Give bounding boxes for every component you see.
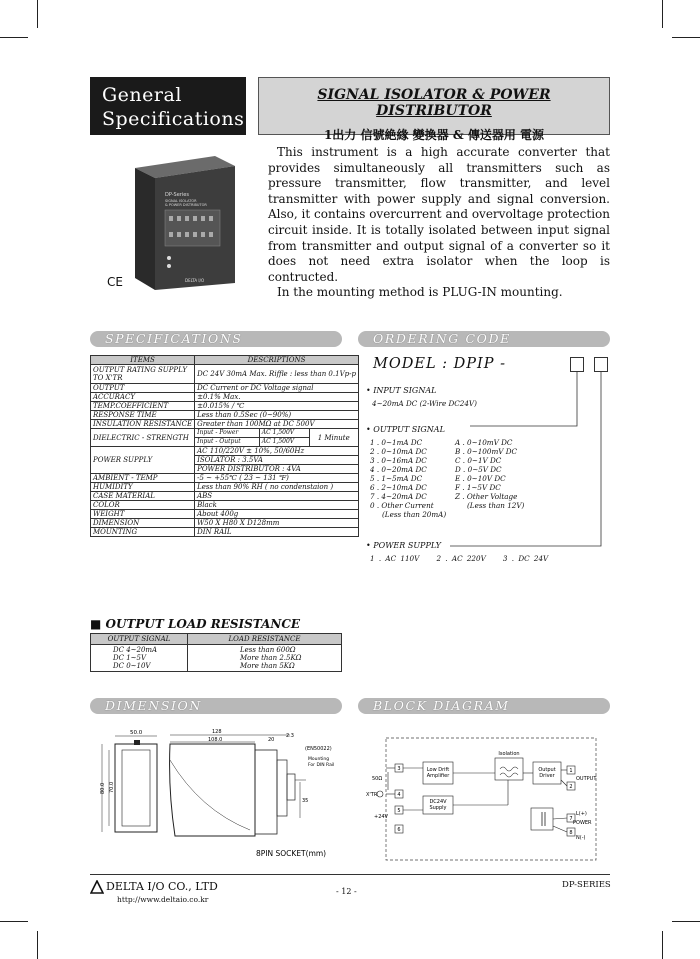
- pin-label: 5: [397, 808, 401, 814]
- table-row: [91, 429, 359, 438]
- power-supply-label: • POWER SUPPLY: [366, 541, 441, 550]
- footer-series: DP-SERIES: [562, 880, 611, 890]
- list-item: 4 . 0~20mA DC: [370, 465, 427, 474]
- olr-load: More than 2.5KΩ: [240, 654, 302, 662]
- l-label: L(+): [576, 811, 587, 817]
- list-item: 6 . 2~10mA DC: [370, 483, 427, 492]
- spec-item: WEIGHT: [91, 510, 195, 519]
- table-row: [91, 645, 342, 672]
- spec-desc: Less than 90% RH ( no condenstaion ): [195, 483, 359, 492]
- table-row: [91, 528, 359, 537]
- output-driver-label-1: Output: [538, 767, 556, 773]
- spec-item: HUMIDITY: [91, 483, 195, 492]
- pin-label: 6: [397, 827, 401, 833]
- block-diagram: [358, 720, 610, 865]
- spec-item: CASE MATERIAL: [91, 492, 195, 501]
- pin-label: 8: [569, 830, 573, 836]
- olr-signal: DC 4~20mA: [113, 646, 158, 654]
- dc24v-label-1: DC24V: [429, 799, 447, 805]
- spec-desc: Input - Power: [195, 429, 260, 438]
- socket-label: 8PIN SOCKET(mm): [256, 849, 327, 858]
- list-item: E . 0~10V DC: [455, 474, 506, 483]
- rail-note-1: Mounting: [308, 757, 330, 762]
- footer-page-number: - 12 -: [336, 887, 357, 896]
- output-label: OUTPUT: [576, 776, 597, 782]
- table-row: [91, 483, 359, 492]
- olr-load: Less than 600Ω: [240, 646, 296, 654]
- spec-item: RESPONSE TIME: [91, 411, 195, 420]
- list-item: 3 . 0~16mA DC: [370, 456, 427, 465]
- pin-label: 1: [569, 768, 573, 774]
- section-title-line1: General: [102, 84, 182, 106]
- col-descriptions: DESCRIPTIONS: [195, 356, 359, 365]
- list-item: 7 . 4~20mA DC: [370, 492, 427, 501]
- rail-note-2: For DIN Rail: [308, 763, 335, 768]
- list-item: C . 0~1V DC: [455, 456, 502, 465]
- model-label: MODEL : DPIP -: [373, 356, 507, 372]
- output-right-list: [455, 438, 524, 510]
- table-row: [91, 365, 359, 384]
- spec-desc: AC 1,500V: [259, 438, 309, 447]
- crop-mark: [662, 0, 663, 28]
- dim-height-2: 70.0: [109, 781, 115, 793]
- list-item: Z . Other Voltage: [455, 492, 518, 501]
- spec-desc: About 400g: [195, 510, 359, 519]
- spec-desc: Black: [195, 501, 359, 510]
- spec-item: DIMENSION: [91, 519, 195, 528]
- output-driver-label-2: Driver: [539, 773, 555, 779]
- spec-item: ACCURACY: [91, 393, 195, 402]
- input-signal-text: INPUT SIGNAL: [373, 386, 437, 395]
- product-title: SIGNAL ISOLATOR & POWER DISTRIBUTOR: [317, 87, 551, 119]
- input-signal-value: 4~20mA DC (2-Wire DC24V): [372, 399, 477, 408]
- intro-paragraph-1: This instrument is a high accurate converter that provides simultaneously all transmitters such as pressure transmitter, flow transmitter, and level transmitter with power supply and signal conversion. Also, it contains overcurrent and overvoltage protection circuit inside. It is totally isolated between input signal from transmitter and output signal of a converter so it does not need extra isolator when the loop is contructed.: [268, 145, 610, 284]
- spec-desc: DIN RAIL: [195, 528, 359, 537]
- pin-label: 4: [397, 792, 401, 798]
- dim-rail-height: 35: [302, 798, 309, 804]
- specifications-table: [90, 355, 359, 537]
- dim-height-1: 80.0: [100, 782, 106, 794]
- product-line2-label: & POWER DISTRIBUTOR: [165, 203, 207, 207]
- spec-desc: ISOLATOR : 3.5VA: [195, 456, 359, 465]
- list-item: 1 . 0~1mA DC: [370, 438, 423, 447]
- list-item: 2 . AC 220V: [436, 554, 486, 563]
- intro-text: [268, 145, 610, 301]
- col-output-signal: OUTPUT SIGNAL: [91, 634, 188, 645]
- delta-logo: [90, 879, 104, 893]
- crop-mark: [672, 37, 700, 38]
- spec-desc: 1 Minute: [309, 429, 358, 447]
- product-series-label: DP-Series: [165, 192, 189, 198]
- table-row: [91, 402, 359, 411]
- product-title-box: [258, 77, 610, 142]
- spec-item: INSULATION RESISTANCE: [91, 420, 195, 429]
- dim-depth-3: 20: [268, 737, 275, 743]
- table-row: [91, 420, 359, 429]
- intro-paragraph-2: In the mounting method is PLUG-IN mounting.: [277, 285, 563, 300]
- section-title-line2: Specifications: [102, 108, 245, 130]
- spec-desc: -5 ~ +55℃ ( 23 ~ 131 ℉): [195, 474, 359, 483]
- spec-desc: POWER DISTRIBUTOR : 4VA: [195, 465, 359, 474]
- table-row: [91, 492, 359, 501]
- crop-mark: [0, 37, 28, 38]
- list-item: 2 . 0~10mA DC: [370, 447, 427, 456]
- spec-desc: DC Current or DC Voltage signal: [195, 384, 359, 393]
- table-row: [91, 501, 359, 510]
- spec-desc: ±0.1% Max.: [195, 393, 359, 402]
- ordering-code-header: ORDERING CODE: [358, 331, 610, 347]
- footer-company: DELTA I/O CO., LTD: [106, 880, 218, 893]
- amplifier-label: Amplifier: [426, 773, 450, 779]
- n-label: N(-): [576, 835, 586, 841]
- footer-url[interactable]: http://www.deltaio.co.kr: [117, 895, 209, 904]
- list-item: 3 . DC 24V: [502, 554, 549, 563]
- pin-label: 7: [569, 816, 573, 822]
- output-signal-label: • OUTPUT SIGNAL: [366, 425, 445, 434]
- table-row: [91, 384, 359, 393]
- table-row: [91, 393, 359, 402]
- dim-width: 50.0: [130, 730, 143, 736]
- output-signal-text: OUTPUT SIGNAL: [373, 425, 445, 434]
- table-row: [91, 411, 359, 420]
- spec-item: MOUNTING: [91, 528, 195, 537]
- v24-label: +24V: [374, 814, 388, 820]
- ce-mark: CE: [107, 275, 123, 289]
- list-item: 0 . Other Current: [370, 501, 434, 510]
- dim-depth-1: 128: [212, 729, 222, 735]
- power-supply-values: [370, 554, 548, 563]
- output-left-list: [370, 438, 446, 519]
- dim-depth-2: 108.0: [208, 737, 223, 743]
- specifications-header: SPECIFICATIONS: [90, 331, 342, 347]
- list-item: (Less than 20mA): [382, 510, 447, 519]
- spec-desc: AC 110/220V ± 10%, 50/60Hz: [195, 447, 359, 456]
- crop-mark: [0, 921, 28, 922]
- crop-mark: [662, 931, 663, 959]
- list-item: 1 . AC 110V: [370, 554, 420, 563]
- crop-mark: [37, 931, 38, 959]
- table-row: [91, 447, 359, 456]
- pin-label: 3: [397, 766, 401, 772]
- spec-item: COLOR: [91, 501, 195, 510]
- olr-load: More than 5KΩ: [240, 662, 295, 670]
- xtr-label: X'TR: [366, 792, 378, 798]
- block-diagram-header: BLOCK DIAGRAM: [358, 698, 610, 714]
- crop-mark: [672, 921, 700, 922]
- olr-signal: DC 1~5V: [113, 654, 147, 662]
- power-label: POWER: [573, 820, 592, 826]
- spec-desc: Input - Output: [195, 438, 260, 447]
- product-subtitle: 1出力 信號絶緣 變換器 & 傳送器用 電源: [323, 128, 545, 142]
- list-item: A . 0~10mV DC: [455, 438, 513, 447]
- list-item: B . 0~100mV DC: [455, 447, 518, 456]
- footer-rule: [90, 874, 610, 875]
- list-item: 5 . 1~5mA DC: [370, 474, 423, 483]
- rail-standard: (EN50022): [305, 746, 332, 752]
- spec-desc: ABS: [195, 492, 359, 501]
- power-supply-text: POWER SUPPLY: [373, 541, 441, 550]
- spec-desc: W50 X H80 X D128mm: [195, 519, 359, 528]
- col-load-resistance: LOAD RESISTANCE: [188, 634, 342, 645]
- spec-item: TEMP.COEFFICIENT: [91, 402, 195, 411]
- spec-item: OUTPUT RATING SUPPLY TO X'TR: [91, 365, 195, 384]
- spec-desc: DC 24V 30mA Max. Riffle : less than 0.1Vp-p: [195, 365, 359, 384]
- isolation-label: Isolation: [498, 751, 520, 757]
- dim-depth-4: 2.3: [286, 733, 294, 739]
- spec-desc: AC 1,500V: [259, 429, 309, 438]
- dimension-header: DIMENSION: [90, 698, 342, 714]
- olr-title-text: OUTPUT LOAD RESISTANCE: [105, 617, 301, 631]
- output-load-table: [90, 633, 342, 672]
- spec-item: OUTPUT: [91, 384, 195, 393]
- table-row: [91, 474, 359, 483]
- olr-title: ■ OUTPUT LOAD RESISTANCE: [90, 617, 301, 631]
- spec-item: AMBIENT - TEMP: [91, 474, 195, 483]
- spec-desc: Greater than 100MΩ at DC 500V: [195, 420, 359, 429]
- olr-signal: DC 0~10V: [113, 662, 151, 670]
- general-specifications-box: [90, 77, 246, 135]
- table-row: [91, 519, 359, 528]
- low-drift-label: Low Drift: [426, 767, 450, 773]
- dimension-drawing: [90, 720, 346, 865]
- list-item: D . 0~5V DC: [455, 465, 502, 474]
- input-signal-label: • INPUT SIGNAL: [366, 386, 437, 395]
- table-row: [91, 510, 359, 519]
- spec-item: DIELECTRIC - STRENGTH: [91, 429, 195, 447]
- col-items: ITEMS: [91, 356, 195, 365]
- r50-label: 50Ω: [372, 776, 383, 782]
- spec-desc: Less than 0.5Sec (0~90%): [195, 411, 359, 420]
- product-photo: [125, 148, 245, 298]
- product-line1-label: SIGNAL ISOLATOR: [165, 199, 197, 203]
- spec-desc: ±0.015% / ℃: [195, 402, 359, 411]
- product-brand-label: DELTA I/O: [185, 278, 205, 283]
- spec-item: POWER SUPPLY: [91, 447, 195, 474]
- list-item: F . 1~5V DC: [455, 483, 501, 492]
- pin-label: 2: [569, 784, 573, 790]
- dc24v-label-2: Supply: [429, 805, 447, 811]
- list-item: (Less than 12V): [467, 501, 525, 510]
- crop-mark: [37, 0, 38, 28]
